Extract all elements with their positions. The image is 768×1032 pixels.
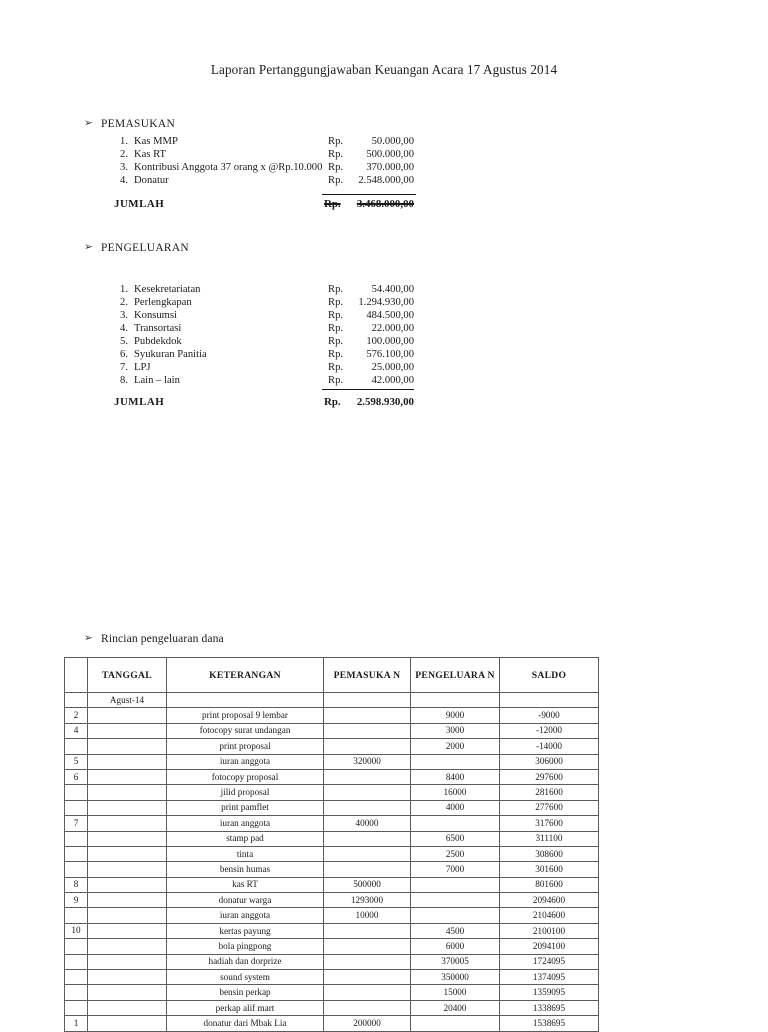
cell-pemasukan: 1293000 [324,893,411,908]
col-header-tanggal: TANGGAL [88,658,167,693]
cell-keterangan: donatur warga [167,893,324,908]
cell-tanggal [88,862,167,877]
details-section-heading [0,632,768,646]
cell-saldo: 311100 [500,831,599,846]
table-row [65,893,599,908]
cell-saldo: 2104600 [500,908,599,923]
cell-pemasukan [324,923,411,938]
cell-pengeluaran: 350000 [411,970,500,985]
list-item-currency: Rp. [328,323,344,334]
table-row [65,970,599,985]
cell-pengeluaran: 16000 [411,785,500,800]
cell-tanggal [88,708,167,723]
cell-keterangan: iuran anggota [167,816,324,831]
cell-saldo: 281600 [500,785,599,800]
cell-pemasukan [324,970,411,985]
expense-total-currency: Rp. [324,396,341,408]
cell-daynum: 10 [65,923,88,938]
expense-list [0,284,768,388]
table-row [65,816,599,831]
list-item-label: Donatur [134,175,169,186]
cell-saldo: 1359095 [500,985,599,1000]
list-item-amount: 500.000,00 [366,149,414,160]
cell-saldo: 306000 [500,754,599,769]
list-item-number: 3. [120,162,128,173]
cell-pemasukan: 10000 [324,908,411,923]
list-item-number: 1. [120,284,128,295]
list-item-label: Transortasi [134,323,182,334]
list-item-amount: 42.000,00 [371,375,414,386]
cell-saldo: 301600 [500,862,599,877]
table-row [65,831,599,846]
cell-tanggal: Agust-14 [88,693,167,708]
table-row [65,800,599,815]
cell-saldo: 1374095 [500,970,599,985]
cell-tanggal [88,846,167,861]
cell-tanggal [88,1000,167,1015]
cell-saldo: 308600 [500,846,599,861]
list-item-label: Konsumsi [134,310,177,321]
list-item-number: 7. [120,362,128,373]
cell-daynum [65,1000,88,1015]
list-item [0,284,768,297]
cell-pemasukan: 40000 [324,816,411,831]
cell-pengeluaran [411,754,500,769]
table-row [65,908,599,923]
cell-tanggal [88,970,167,985]
cell-pemasukan [324,800,411,815]
cell-pengeluaran [411,877,500,892]
list-item-currency: Rp. [328,362,344,373]
arrow-bullet-icon: ➢ [84,118,93,129]
income-total-amount: 3.468.000,00 [356,198,414,210]
income-total-currency: Rp. [324,198,341,210]
cell-keterangan: jilid proposal [167,785,324,800]
cell-tanggal [88,985,167,1000]
col-header-saldo: SALDO [500,658,599,693]
list-item [0,375,768,388]
expense-total-label: JUMLAH [114,396,165,408]
list-item-label: Kas RT [134,149,167,160]
list-item-amount: 100.000,00 [366,336,414,347]
arrow-bullet-icon: ➢ [84,633,93,644]
income-total-row [0,198,768,212]
cell-daynum [65,939,88,954]
cell-keterangan: bola pingpong [167,939,324,954]
list-item-amount: 50.000,00 [371,136,414,147]
cell-keterangan: tinta [167,846,324,861]
list-item-number: 4. [120,175,128,186]
cell-saldo: -14000 [500,739,599,754]
list-item-label: Kontribusi Anggota 37 orang x @Rp.10.000 [134,162,323,173]
cell-saldo: 1724095 [500,954,599,969]
list-item-amount: 370.000,00 [366,162,414,173]
cell-keterangan: print proposal 9 lembar [167,708,324,723]
cell-saldo: 1338695 [500,1000,599,1015]
list-item-number: 2. [120,297,128,308]
list-item-currency: Rp. [328,336,344,347]
cell-saldo: 2094600 [500,893,599,908]
cell-daynum: 8 [65,877,88,892]
table-row [65,954,599,969]
cell-tanggal [88,739,167,754]
cell-tanggal [88,908,167,923]
cell-keterangan: bensin humas [167,862,324,877]
cell-keterangan: iuran anggota [167,908,324,923]
cell-keterangan: stamp pad [167,831,324,846]
cell-keterangan: donatur dari Mbak Lia [167,1016,324,1031]
list-item-currency: Rp. [328,375,344,386]
income-total-label: JUMLAH [114,198,165,210]
cell-pemasukan [324,739,411,754]
cell-daynum [65,800,88,815]
list-item-number: 5. [120,336,128,347]
table-row [65,739,599,754]
cell-saldo: -9000 [500,708,599,723]
table-row [65,785,599,800]
cell-keterangan: kertas payung [167,923,324,938]
list-item [0,349,768,362]
list-item-number: 6. [120,349,128,360]
cell-tanggal [88,831,167,846]
cell-daynum: 4 [65,723,88,738]
list-item [0,362,768,375]
cell-pengeluaran [411,893,500,908]
cell-pengeluaran: 20400 [411,1000,500,1015]
table-row [65,708,599,723]
cell-pemasukan [324,831,411,846]
cell-keterangan: print proposal [167,739,324,754]
cell-daynum [65,693,88,708]
cell-pengeluaran: 4500 [411,923,500,938]
list-item-number: 2. [120,149,128,160]
cell-daynum [65,831,88,846]
cell-keterangan: kas RT [167,877,324,892]
cell-tanggal [88,723,167,738]
cell-pemasukan [324,846,411,861]
list-item-amount: 1.294.930,00 [358,297,414,308]
cell-pemasukan [324,769,411,784]
cell-pengeluaran: 9000 [411,708,500,723]
cell-daynum [65,985,88,1000]
cell-tanggal [88,939,167,954]
cell-daynum [65,785,88,800]
table-row [65,754,599,769]
cell-tanggal [88,785,167,800]
list-item [0,310,768,323]
cell-pengeluaran: 3000 [411,723,500,738]
list-item-currency: Rp. [328,349,344,360]
list-item-label: Perlengkapan [134,297,192,308]
list-item-amount: 2.548.000,00 [358,175,414,186]
details-heading-label: Rincian pengeluaran dana [101,632,224,645]
cell-pengeluaran: 8400 [411,769,500,784]
list-item [0,323,768,336]
list-item-label: LPJ [134,362,151,373]
cell-keterangan [167,693,324,708]
cell-pemasukan [324,708,411,723]
cell-tanggal [88,800,167,815]
cell-pengeluaran: 6500 [411,831,500,846]
page-title: Laporan Pertanggungjawaban Keuangan Acara 17 Agustus 2014 [210,62,558,77]
cell-saldo: 277600 [500,800,599,815]
cell-daynum [65,862,88,877]
cell-daynum: 7 [65,816,88,831]
cell-tanggal [88,923,167,938]
table-row [65,985,599,1000]
cell-daynum [65,739,88,754]
cell-daynum [65,954,88,969]
table-header-row [65,658,599,693]
cell-pengeluaran: 4000 [411,800,500,815]
cell-keterangan: hadiah dan dorprize [167,954,324,969]
cell-pemasukan [324,785,411,800]
cell-pengeluaran [411,908,500,923]
list-item [0,297,768,310]
list-item-amount: 484.500,00 [366,310,414,321]
cell-saldo: 1538695 [500,1016,599,1031]
cell-pengeluaran: 7000 [411,862,500,877]
table-row [65,723,599,738]
table-row [65,769,599,784]
expense-section-heading [0,242,768,255]
list-item-currency: Rp. [328,136,344,147]
cell-saldo: 297600 [500,769,599,784]
cell-keterangan: fotocopy surat undangan [167,723,324,738]
list-item-currency: Rp. [328,284,344,295]
list-item [0,336,768,349]
cell-pemasukan [324,693,411,708]
table-row [65,846,599,861]
table-row [65,862,599,877]
table-row [65,1000,599,1015]
col-header-pemasukan: PEMASUKA N [324,658,411,693]
list-item-amount: 54.400,00 [371,284,414,295]
cell-pengeluaran: 2500 [411,846,500,861]
list-item-number: 4. [120,323,128,334]
cell-keterangan: perkap alif mart [167,1000,324,1015]
list-item-amount: 22.000,00 [371,323,414,334]
table-row [65,877,599,892]
income-list [0,136,768,188]
cell-tanggal [88,769,167,784]
list-item-label: Kas MMP [134,136,178,147]
list-item-number: 1. [120,136,128,147]
cell-pengeluaran: 15000 [411,985,500,1000]
cell-pemasukan: 320000 [324,754,411,769]
cell-pemasukan: 500000 [324,877,411,892]
ledger-table-wrapper [64,657,570,1032]
list-item [0,162,768,175]
cell-pengeluaran [411,1016,500,1031]
cell-pengeluaran [411,816,500,831]
list-item-currency: Rp. [328,310,344,321]
cell-tanggal [88,754,167,769]
cell-keterangan: iuran anggota [167,754,324,769]
income-section-heading [0,118,768,131]
expense-total-rule [322,389,414,390]
table-row [65,939,599,954]
cell-saldo: 2100100 [500,923,599,938]
cell-tanggal [88,877,167,892]
ledger-table [64,657,599,1032]
cell-keterangan: bensin perkap [167,985,324,1000]
cell-saldo: 2094100 [500,939,599,954]
expense-total-row [0,396,768,410]
list-item-label: Kesekretariatan [134,284,201,295]
list-item-number: 3. [120,310,128,321]
cell-pemasukan [324,939,411,954]
list-item [0,175,768,188]
cell-daynum: 1 [65,1016,88,1031]
cell-daynum: 9 [65,893,88,908]
cell-saldo: 801600 [500,877,599,892]
cell-keterangan: fotocopy proposal [167,769,324,784]
cell-saldo [500,693,599,708]
cell-pengeluaran: 2000 [411,739,500,754]
cell-pemasukan [324,985,411,1000]
ledger-table-head [65,658,599,693]
cell-tanggal [88,1016,167,1031]
ledger-table-body [65,693,599,1032]
cell-pengeluaran: 370005 [411,954,500,969]
table-row [65,923,599,938]
cell-pemasukan [324,954,411,969]
col-header-pengeluaran: PENGELUARA N [411,658,500,693]
cell-daynum [65,846,88,861]
table-row [65,1016,599,1031]
expense-heading-label: PENGELUARAN [101,242,190,254]
expense-total-amount: 2.598.930,00 [356,396,414,408]
list-item-currency: Rp. [328,297,344,308]
list-item-currency: Rp. [328,149,344,160]
cell-pemasukan [324,1000,411,1015]
cell-daynum: 6 [65,769,88,784]
cell-daynum [65,908,88,923]
list-item-number: 8. [120,375,128,386]
cell-pemasukan: 200000 [324,1016,411,1031]
arrow-bullet-icon: ➢ [84,242,93,253]
list-item-currency: Rp. [328,162,344,173]
cell-saldo: 317600 [500,816,599,831]
list-item-label: Pubdekdok [134,336,182,347]
list-item-label: Syukuran Panitia [134,349,207,360]
cell-pemasukan [324,862,411,877]
cell-daynum [65,970,88,985]
list-item-amount: 25.000,00 [371,362,414,373]
cell-saldo: -12000 [500,723,599,738]
income-heading-label: PEMASUKAN [101,118,176,130]
table-row [65,693,599,708]
cell-daynum: 5 [65,754,88,769]
cell-pengeluaran [411,693,500,708]
income-total-rule [322,194,416,195]
list-item [0,149,768,162]
cell-keterangan: print pamflet [167,800,324,815]
cell-pengeluaran: 6000 [411,939,500,954]
list-item-amount: 576.100,00 [366,349,414,360]
cell-tanggal [88,954,167,969]
cell-daynum: 2 [65,708,88,723]
list-item-label: Lain – lain [134,375,180,386]
cell-tanggal [88,893,167,908]
col-header-keterangan: KETERANGAN [167,658,324,693]
cell-pemasukan [324,723,411,738]
list-item-currency: Rp. [328,175,344,186]
cell-tanggal [88,816,167,831]
col-header-daynum [65,658,88,693]
list-item [0,136,768,149]
cell-keterangan: sound system [167,970,324,985]
